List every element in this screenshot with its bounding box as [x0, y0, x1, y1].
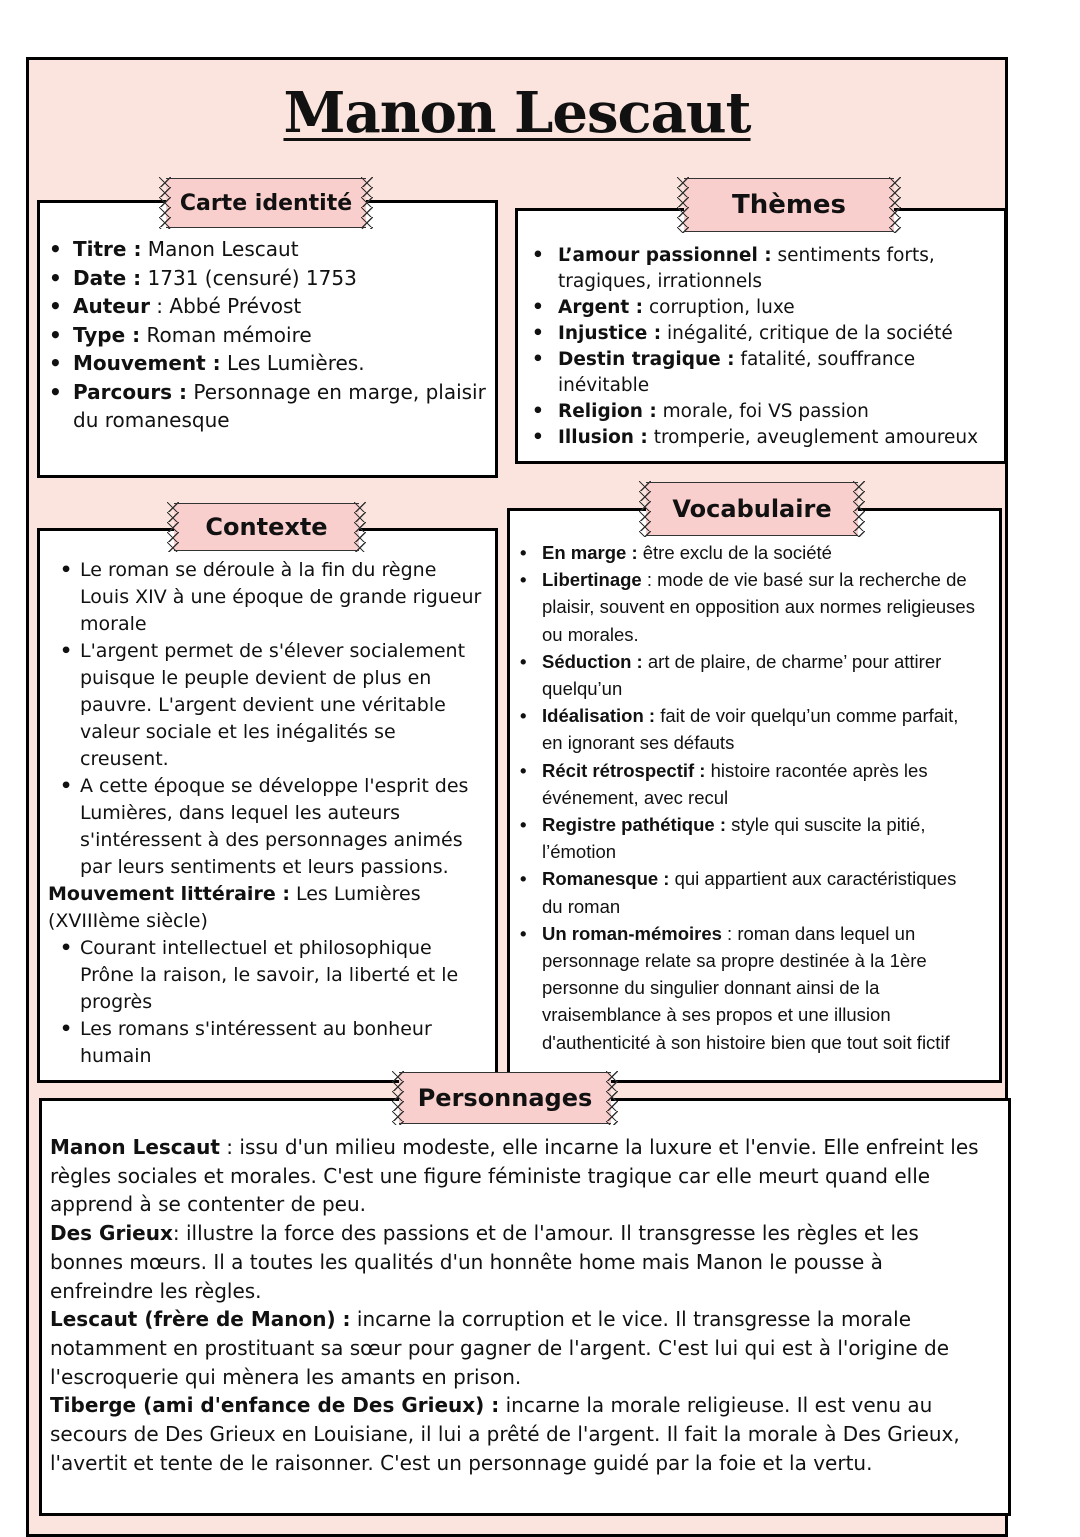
list-item: • Le roman se déroule à la fin du règne Louis XIV à une époque de grande rigueur morale [48, 557, 488, 638]
vocabulary-list [542, 539, 982, 1056]
list-item: • Illusion : tromperie, aveuglement amoureux [558, 425, 1008, 451]
themes-box [515, 208, 1007, 464]
vocabulary-box [507, 508, 1002, 1083]
list-item: • Religion : morale, foi VS passion [558, 399, 1008, 425]
characters-content [50, 1133, 990, 1477]
list-item: • Récit rétrospectif : histoire racontée après les événement, avec recul [542, 757, 982, 811]
list-item: • Injustice : inégalité, critique de la société [558, 321, 1008, 347]
character-paragraph: Manon Lescaut : issu d'un milieu modeste, elle incarne la luxure et l'envie. Elle enfreint les règles sociales et morales. C'est une figure féministe tragique car elle meurt quand elle apprend à se contenter de peu. [50, 1135, 979, 1217]
list-item: • A cette époque se développe l'esprit des Lumières, dans lequel les auteurs s'intéressent à des personnages animés par leurs sentiments et leurs passions. [48, 773, 488, 881]
themes-heading: Thèmes [684, 178, 894, 232]
context-heading: Contexte [174, 503, 359, 551]
study-sheet [26, 57, 1008, 1537]
identity-card-box [37, 200, 498, 478]
list-item: • Courant intellectuel et philosophique Prône la raison, le savoir, la liberté et le progrès [48, 935, 488, 1016]
list-item: • Un roman-mémoires : roman dans lequel un personnage relate sa propre destinée à la 1ère personne du singulier donnant ainsi de la vraisemblance à ses propos et une illusion d'authenticité à son histoire bien que tout soit fictif [542, 920, 982, 1056]
characters-box [39, 1098, 1011, 1516]
character-paragraph: Des Grieux: illustre la force des passions et de l'amour. Il transgresse les règles et les bonnes mœurs. Il a toutes les qualités d'un honnête home mais Manon le pousse à enfreindre les règles. [50, 1221, 919, 1303]
identity-list [73, 235, 493, 435]
movement-line: Mouvement littéraire : Les Lumières (XVIIIème siècle) [48, 883, 421, 932]
list-item: • Argent : corruption, luxe [558, 295, 1008, 321]
movement-list [48, 935, 488, 1070]
page-title: Manon Lescaut [283, 80, 751, 146]
themes-list [558, 243, 1008, 451]
identity-heading: Carte identité [166, 178, 366, 228]
list-item: • En marge : être exclu de la société [542, 539, 982, 566]
list-item: • Titre : Manon Lescaut [73, 235, 493, 264]
context-box [37, 528, 498, 1083]
list-item: • Parcours : Personnage en marge, plaisir du romanesque [73, 378, 493, 435]
list-item: • Destin tragique : fatalité, souffrance inévitable [558, 347, 1008, 399]
list-item: • Registre pathétique : style qui suscite la pitié, l’émotion [542, 811, 982, 865]
list-item: • Romanesque : qui appartient aux caractéristiques du roman [542, 865, 982, 919]
list-item: • Les romans s'intéressent au bonheur humain [48, 1016, 488, 1070]
context-list [48, 557, 488, 881]
character-paragraph: Tiberge (ami d'enfance de Des Grieux) : incarne la morale religieuse. Il est venu au secours de Des Grieux en Louisiane, il lui a prêté de l'argent. Il fait la morale à Des Grieux, l'avertit et tente de le raisonner. C'est un personnage guidé par la foie et la vertu. [50, 1393, 960, 1475]
character-paragraph: Lescaut (frère de Manon) : incarne la corruption et le vice. Il transgresse la morale notamment en prostituant sa sœur pour gagner de l'argent. C'est lui qui est à l'origine de l'escroquerie qui mènera les amants en prison. [50, 1307, 950, 1389]
list-item: • Séduction : art de plaire, de charme’ pour attirer quelqu’un [542, 648, 982, 702]
characters-heading: Personnages [399, 1072, 611, 1124]
list-item: • L'argent permet de s'élever socialement puisque le peuple devient de plus en pauvre. L'argent devient une véritable valeur sociale et les inégalités se creusent. [48, 638, 488, 773]
list-item: • Auteur : Abbé Prévost [73, 292, 493, 321]
vocabulary-heading: Vocabulaire [646, 482, 858, 536]
list-item: • L’amour passionnel : sentiments forts, tragiques, irrationnels [558, 243, 1008, 295]
list-item: • Date : 1731 (censuré) 1753 [73, 264, 493, 293]
list-item: • Idéalisation : fait de voir quelqu’un comme parfait, en ignorant ses défauts [542, 702, 982, 756]
list-item: • Mouvement : Les Lumières. [73, 349, 493, 378]
list-item: • Type : Roman mémoire [73, 321, 493, 350]
context-content [48, 557, 488, 1070]
list-item: • Libertinage : mode de vie basé sur la recherche de plaisir, souvent en opposition aux normes religieuses ou morales. [542, 566, 982, 648]
